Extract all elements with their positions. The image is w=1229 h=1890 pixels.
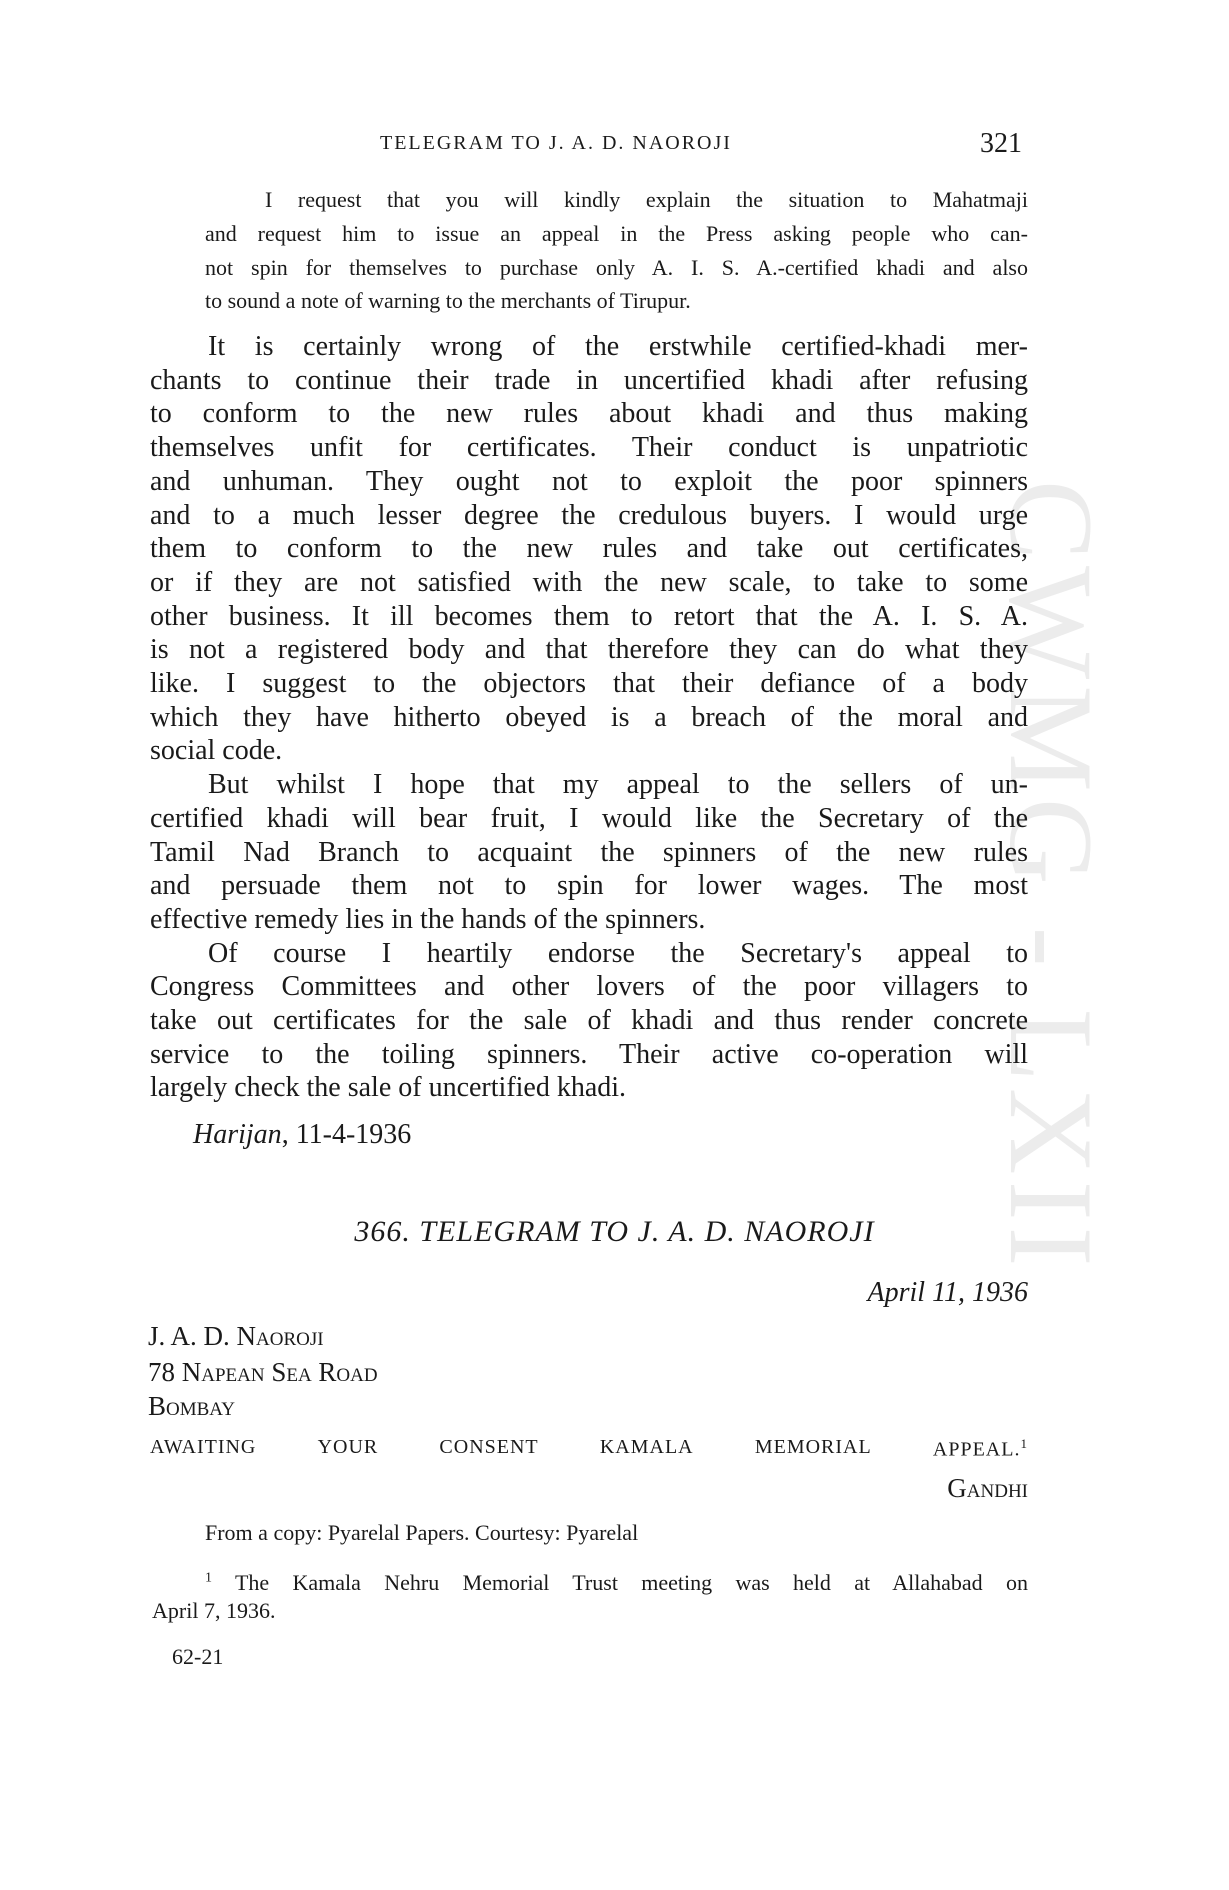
body-line: Tamil Nad Branch to acquaint the spinners of the new rules (150, 836, 1028, 868)
footnote-text: The Kamala Nehru Memorial Trust meeting was held at Allahabad on (234, 1570, 1028, 1595)
body-line: or if they are not satisfied with the new scale, to take to some (150, 566, 1028, 598)
body-line: and unhuman. They ought not to exploit the poor spinners (150, 465, 1028, 497)
signature: Gandhi (947, 1473, 1028, 1503)
body-line: and to a much lesser degree the credulous buyers. I would urge (150, 499, 1028, 531)
quote-line: and request him to issue an appeal in the Press asking people who can- (205, 221, 1028, 246)
body-line: and persuade them not to spin for lower wages. The most (150, 870, 1028, 902)
body-line: them to conform to the new rules and take out certificates, (150, 533, 1028, 565)
body-line: other business. It ill becomes them to retort that the A. I. S. A. (150, 600, 1028, 632)
telegram-word: YOUR (317, 1436, 379, 1458)
body-line: certified khadi will bear fruit, I would like the Secretary of the (150, 802, 1028, 834)
source-note: From a copy: Pyarelal Papers. Courtesy: Pyarelal (205, 1520, 639, 1545)
footnote-reference: 1 (1020, 1436, 1028, 1451)
body-line: like. I suggest to the objectors that their defiance of a body (150, 668, 1028, 699)
body-line: to conform to the new rules about khadi and thus making (150, 398, 1028, 430)
addressee-street: 78 Napean Sea Road (148, 1357, 378, 1387)
body-line: themselves unfit for certificates. Their conduct is unpatriotic (150, 432, 1028, 464)
publication-date: , 11-4-1936 (281, 1119, 412, 1150)
publication-name: Harijan (193, 1119, 282, 1150)
page-number: 321 (980, 128, 1022, 159)
telegram-text (150, 1436, 1028, 1462)
source-citation (193, 1118, 411, 1152)
telegram-word: AWAITING (150, 1436, 257, 1458)
watermark: CWMG - LXII (985, 480, 1118, 1273)
body-line: It is certainly wrong of the erstwhile certified-khadi mer- (208, 331, 1028, 362)
telegram-word: MEMORIAL (754, 1436, 872, 1458)
running-head: TELEGRAM TO J. A. D. NAOROJI (380, 132, 732, 154)
body-line: Of course I heartily endorse the Secretary's appeal to (208, 937, 1028, 969)
section-title: 366. TELEGRAM TO J. A. D. NAOROJI (354, 1215, 875, 1248)
footnote-line (205, 1570, 1028, 1596)
quote-line: I request that you will kindly explain the situation to Mahatmaji (265, 187, 1028, 212)
addressee-name: J. A. D. Naoroji (148, 1321, 324, 1351)
footnote-line: April 7, 1936. (152, 1598, 276, 1623)
letter-date: April 11, 1936 (867, 1277, 1028, 1308)
body-line: social code. (150, 735, 283, 767)
body-line: largely check the sale of uncertified khadi. (150, 1072, 627, 1104)
signature-mark: 62-21 (172, 1644, 224, 1669)
addressee-city: Bombay (148, 1391, 235, 1421)
body-line: service to the toiling spinners. Their active co-operation will (150, 1038, 1028, 1070)
footnote-mark: 1 (205, 1570, 212, 1586)
body-line: take out certificates for the sale of khadi and thus render concrete (150, 1005, 1028, 1036)
body-line: chants to continue their trade in uncertified khadi after refusing (150, 364, 1028, 396)
body-line: which they have hitherto obeyed is a breach of the moral and (150, 701, 1028, 733)
telegram-word: APPEAL. (932, 1438, 1021, 1461)
body-line: But whilst I hope that my appeal to the sellers of un- (208, 769, 1028, 801)
body-line: Congress Committees and other lovers of the poor villagers to (150, 971, 1028, 1003)
telegram-word: CONSENT (439, 1436, 539, 1458)
body-line: is not a registered body and that therefore they can do what they (150, 634, 1028, 666)
quote-line: not spin for themselves to purchase only A. I. S. A.-certified khadi and also (205, 255, 1028, 280)
quote-line: to sound a note of warning to the merchants of Tirupur. (205, 288, 691, 313)
telegram-word: KAMALA (599, 1436, 694, 1458)
body-line: effective remedy lies in the hands of the spinners. (150, 903, 706, 935)
